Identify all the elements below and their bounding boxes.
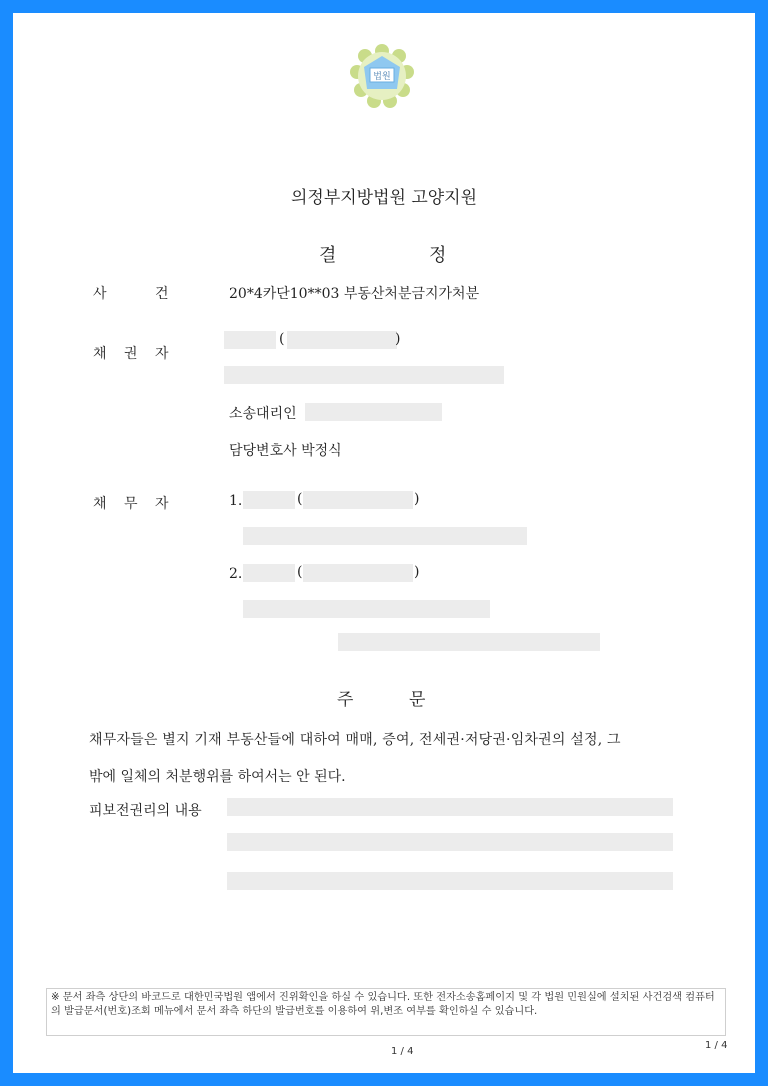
order-heading-char-2: 문 (409, 690, 426, 710)
document-page (13, 13, 755, 1073)
redacted-agent-name (305, 403, 442, 421)
doc-title-char-1: 결 (319, 245, 337, 266)
doc-title-char-2: 정 (429, 245, 447, 266)
redacted-creditor-id (287, 331, 397, 349)
creditor-label-2: 권 (124, 346, 138, 362)
redacted-debtor-1-address (243, 527, 527, 545)
lawyer-name: 담당변호사 박정식 (229, 443, 342, 459)
debtor-1-close-paren: ) (414, 491, 420, 507)
redacted-debtor-2-name (243, 564, 295, 582)
order-text-line-1: 채무자들은 별지 기재 부동산들에 대하여 매매, 증여, 전세권·저당권·임차권의 설정, 그 (89, 732, 621, 748)
case-value: 20*4카단10**03 부동산처분금지가처분 (229, 286, 480, 302)
agent-label: 소송대리인 (229, 406, 297, 422)
debtor-1-number: 1. (229, 493, 243, 509)
debtor-label-1: 채 (93, 496, 107, 512)
debtor-2-open-paren: ( (297, 564, 303, 580)
case-label-2: 건 (155, 286, 169, 302)
case-label-1: 사 (93, 286, 107, 302)
debtor-label-3: 자 (155, 496, 169, 512)
redacted-creditor-address (224, 366, 504, 384)
creditor-label-3: 자 (155, 346, 169, 362)
creditor-close-paren: ) (395, 331, 401, 347)
court-name: 의정부지방법원 고양지원 (290, 188, 478, 208)
redacted-debtor-2-address-2 (338, 633, 600, 651)
svg-text:법원: 법원 (373, 72, 391, 82)
creditor-open-paren: ( (279, 331, 285, 347)
page-number-right: 1 / 4 (705, 1040, 728, 1051)
redacted-debtor-1-id (303, 491, 413, 509)
order-heading-char-1: 주 (337, 690, 354, 710)
debtor-2-number: 2. (229, 566, 243, 582)
creditor-label-1: 채 (93, 346, 107, 362)
redacted-debtor-2-address (243, 600, 490, 618)
redacted-protected-right-2 (227, 833, 673, 851)
debtor-1-open-paren: ( (297, 491, 303, 507)
page-number: 1 / 4 (391, 1046, 414, 1057)
redacted-protected-right-1 (227, 798, 673, 816)
order-text-line-2: 밖에 일체의 처분행위를 하여서는 안 된다. (89, 769, 346, 785)
redacted-creditor-name (224, 331, 276, 349)
verification-notice: ※ 문서 좌측 상단의 바코드로 대한민국법원 앱에서 진위확인을 하실 수 있습니다. 또한 전자소송홈페이지 및 각 법원 민원실에 설치된 사건검색 컴퓨터의 발급문서(번호)조회 메뉴에서 문서 좌측 하단의 발급번호를 이용하여 위,변조 여부를 확인하실 수 있습니다. (46, 988, 726, 1036)
redacted-debtor-2-id (303, 564, 413, 582)
redacted-debtor-1-name (243, 491, 295, 509)
debtor-label-2: 무 (124, 496, 138, 512)
court-seal-icon (347, 41, 417, 111)
protected-right-label: 피보전권리의 내용 (89, 803, 202, 819)
redacted-protected-right-3 (227, 872, 673, 890)
debtor-2-close-paren: ) (414, 564, 420, 580)
